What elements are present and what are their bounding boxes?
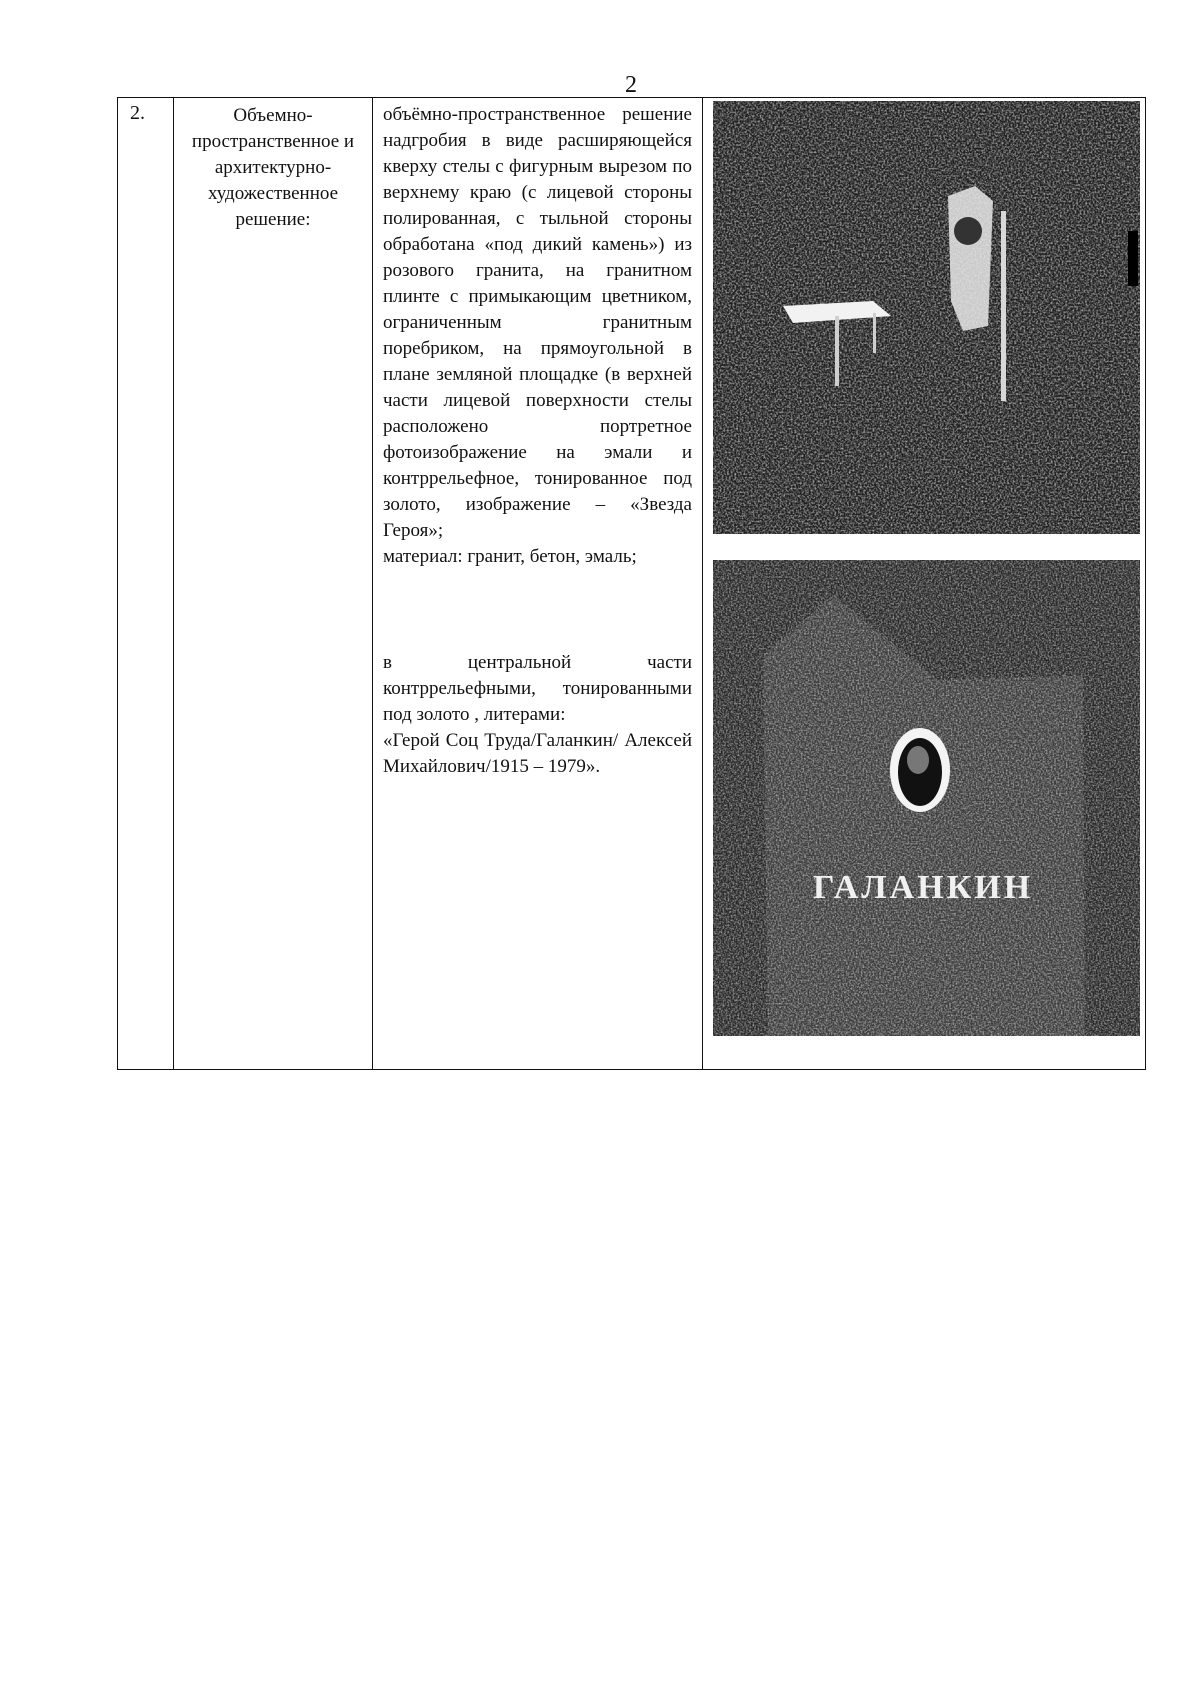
carved-surname: ГАЛАНКИН [812,869,1034,906]
page-number: 2 [625,72,637,98]
description-text: объёмно-пространственное решение надгробия в виде расширяющейся кверху стелы с фигурным вырезом по верхнему краю (с лицевой стороны полированная, с тыльной стороны обработана «под дикий камень») из розового гранита, на гранитном плинте с примыкающим цветником, ограниченным гранитным поребриком, на прямоугольной в плане земляной площадке (в верхней части лицевой поверхности стелы расположено портретное фотоизображение на эмали и контррельефное, тонированное под золото, изображение – «Звезда Героя»; [383,104,692,541]
row-number: 2. [130,102,145,124]
stele-photo [713,560,1140,1036]
inscription-text: «Герой Соц Труда/Галанкин/ Алексей Михайлович/1915 – 1979». [383,730,692,777]
photos-cell [703,98,1146,1070]
table-row [118,98,1146,1070]
row-number-cell [118,98,174,1070]
section-title-cell [174,98,373,1070]
description-table [117,97,1146,1070]
material-text: материал: гранит, бетон, эмаль; [383,546,637,567]
inscription-intro: в центральной части контррельефными, тонированными под золото , литерами: [383,652,692,725]
section-title: Объемно-пространственное и архитектурно-художественное решение: [191,105,355,230]
overview-photo [713,101,1140,534]
description-cell [373,98,703,1070]
